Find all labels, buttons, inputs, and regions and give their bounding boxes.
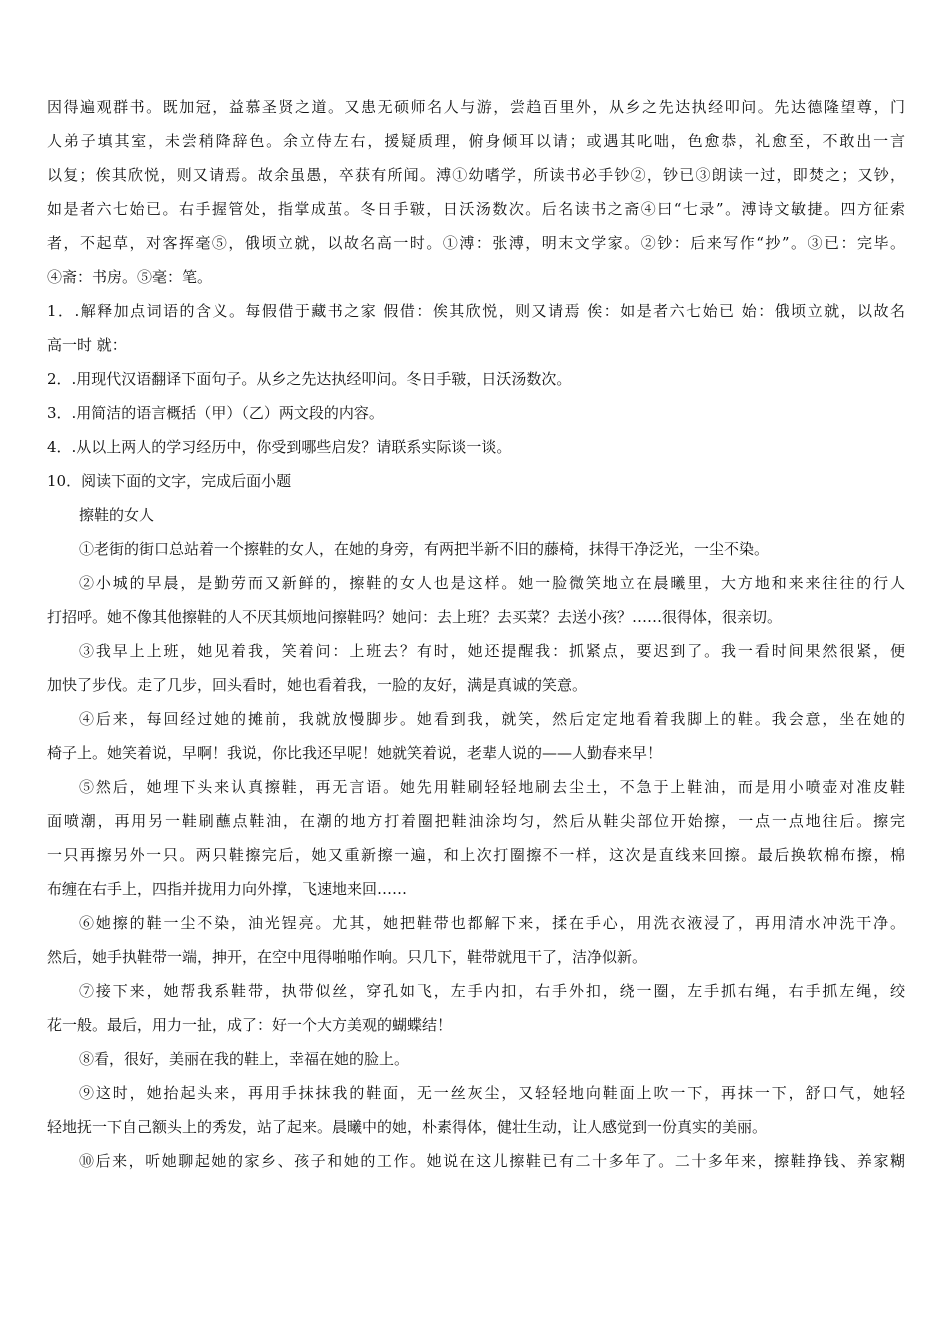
text-line: 一只再擦另外一只。两只鞋擦完后，她又重新擦一遍，和上次打圈擦不一样，这次是直线来回擦。最后换软棉布擦，棉: [47, 846, 905, 864]
text-line: 10．阅读下面的文字，完成后面小题: [47, 472, 292, 490]
text-line: 人弟子填其室，未尝稍降辞色。余立侍左右，援疑质理，俯身倾耳以请；或遇其叱咄，色愈恭，礼愈至，不敢出一言: [47, 132, 905, 150]
text-line: ④斋：书房。⑤毫：笔。: [47, 268, 213, 286]
text-line: ⑤然后，她埋下头来认真擦鞋，再无言语。她先用鞋刷轻轻地刷去尘土，不急于上鞋油，而是用小喷壶对准皮鞋: [79, 778, 905, 796]
text-line: 布缠在右手上，四指并拢用力向外撑，飞速地来回……: [47, 880, 408, 898]
text-line: ⑩后来，听她聊起她的家乡、孩子和她的工作。她说在这儿擦鞋已有二十多年了。二十多年来，擦鞋挣钱、养家糊: [79, 1152, 905, 1170]
text-line: 然后，她手执鞋带一端，抻开，在空中甩得啪啪作响。只几下，鞋带就甩干了，洁净似新。: [47, 948, 648, 966]
text-line: 高一时 就：: [47, 336, 127, 354]
text-line: ⑥她擦的鞋一尘不染，油光锃亮。尤其，她把鞋带也都解下来，揉在手心，用洗衣液浸了，再用清水冲洗干净。: [79, 914, 905, 932]
text-line: 因得遍观群书。既加冠，益慕圣贤之道。又患无硕师名人与游，尝趋百里外，从乡之先达执经叩问。先达德隆望尊，门: [47, 98, 905, 116]
text-line: 轻地抚一下自己额头上的秀发，站了起来。晨曦中的她，朴素得体，健壮生动，让人感觉到一份真实的美丽。: [47, 1118, 768, 1136]
text-line: 椅子上。她笑着说，早啊！我说，你比我还早呢！她就笑着说，老辈人说的——人勤春来早！: [47, 744, 663, 762]
text-line: 以复；俟其欣悦，则又请焉。故余虽愚，卒获有所闻。溥①幼嗜学，所读书必手钞②，钞已③朗读一过，即焚之；又钞，: [47, 166, 905, 184]
text-line: 4．.从以上两人的学习经历中，你受到哪些启发？请联系实际谈一谈。: [47, 438, 512, 456]
text-line: 1．.解释加点词语的含义。每假借于藏书之家 假借：俟其欣悦，则又请焉 俟：如是者六七始已 始：俄顷立就，以故名: [47, 302, 905, 320]
text-line: 如是者六七始已。右手握管处，指掌成茧。冬日手皲，日沃汤数次。后名读书之斋④曰“七录”。溥诗文敏捷。四方征索: [47, 200, 905, 218]
text-line: 擦鞋的女人: [79, 506, 155, 524]
text-line: ⑧看，很好，美丽在我的鞋上，幸福在她的脸上。: [79, 1050, 410, 1068]
text-line: 打招呼。她不像其他擦鞋的人不厌其烦地问擦鞋吗？她问：去上班？去买菜？去送小孩？……很得体，很亲切。: [47, 608, 783, 626]
text-line: 加快了步伐。走了几步，回头看时，她也看着我，一脸的友好，满是真诚的笑意。: [47, 676, 588, 694]
document-page: [47, 96, 905, 1184]
text-line: ⑨这时，她抬起头来，再用手抹抹我的鞋面，无一丝灰尘，又轻轻地向鞋面上吹一下，再抹一下，舒口气，她轻: [79, 1084, 905, 1102]
text-line: 3．.用简洁的语言概括（甲）（乙）两文段的内容。: [47, 404, 384, 422]
text-line: 者，不起草，对客挥毫⑤，俄顷立就，以故名高一时。①溥：张溥，明末文学家。②钞：后来写作“抄”。③已：完毕。: [47, 234, 905, 252]
text-line: ①老街的街口总站着一个擦鞋的女人，在她的身旁，有两把半新不旧的藤椅，抹得干净泛光，一尘不染。: [79, 540, 770, 558]
text-line: 花一般。最后，用力一扯，成了：好一个大方美观的蝴蝶结！: [47, 1016, 453, 1034]
text-line: 2．.用现代汉语翻译下面句子。从乡之先达执经叩问。冬日手皲，日沃汤数次。: [47, 370, 572, 388]
text-line: ⑦接下来，她帮我系鞋带，执带似丝，穿孔如飞，左手内扣，右手外扣，绕一圈，左手抓右绳，右手抓左绳，绞: [79, 982, 905, 1000]
text-line: ③我早上上班，她见着我，笑着问：上班去？有时，她还提醒我：抓紧点，要迟到了。我一看时间果然很紧，便: [79, 642, 905, 660]
text-line: ④后来，每回经过她的摊前，我就放慢脚步。她看到我，就笑，然后定定地看着我脚上的鞋。我会意，坐在她的: [79, 710, 905, 728]
text-line: 面喷潮，再用另一鞋刷蘸点鞋油，在潮的地方打着圈把鞋油涂均匀，然后从鞋尖部位开始擦，一点一点地往后。擦完: [47, 812, 905, 830]
text-line: ②小城的早晨，是勤劳而又新鲜的，擦鞋的女人也是这样。她一脸微笑地立在晨曦里，大方地和来来往往的行人: [79, 574, 905, 592]
